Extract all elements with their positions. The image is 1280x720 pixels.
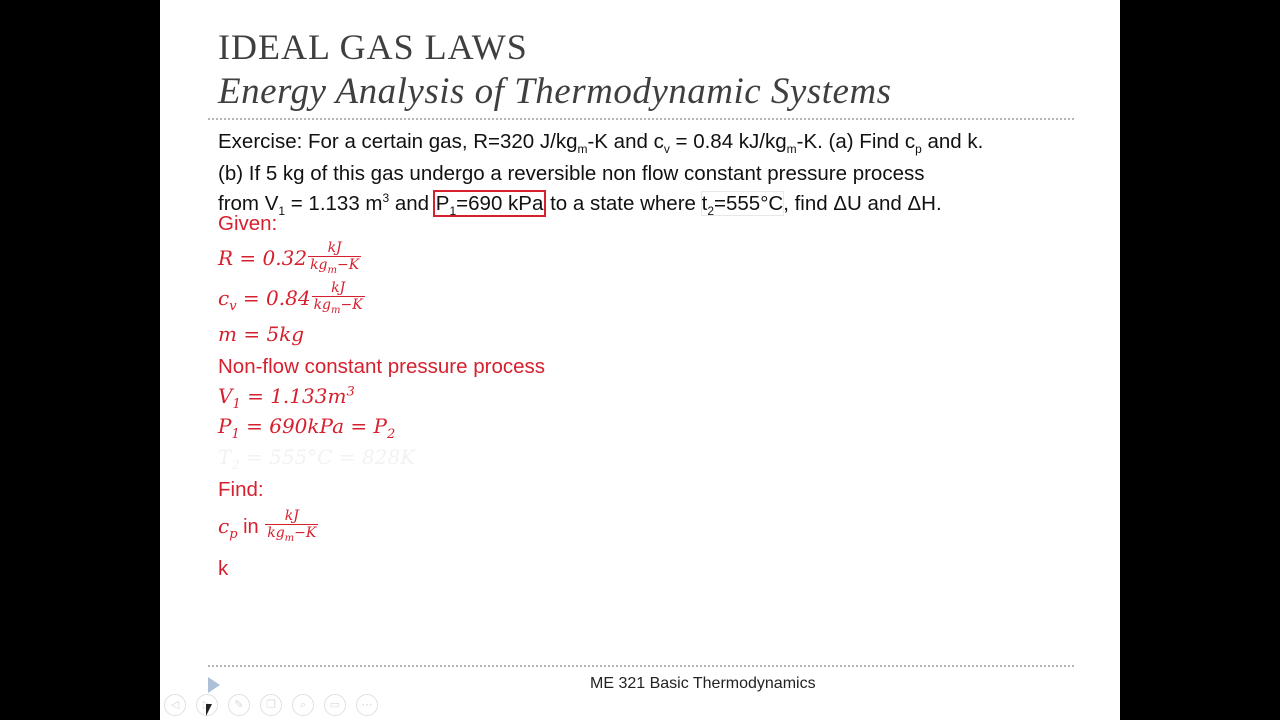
zoom-icon[interactable]: ⌕ <box>292 694 314 716</box>
subscript: 1 <box>278 204 286 219</box>
equation-text: V <box>218 384 233 408</box>
equation-text: in <box>237 515 265 538</box>
equation-text: = 690kPa = P <box>239 414 387 438</box>
subscript: 2 <box>231 458 240 473</box>
screen-icon[interactable]: ▭ <box>324 694 346 716</box>
subscript: 1 <box>232 397 241 412</box>
equation-text: −K <box>294 525 317 541</box>
slide-subtitle: Energy Analysis of Thermodynamic Systems <box>218 71 892 112</box>
exercise-text: = 1.133 m <box>285 191 383 215</box>
equation-text: kg <box>310 257 328 273</box>
equation-text: −K <box>340 297 363 313</box>
equation-text: c <box>218 285 230 310</box>
fraction-numerator: kJ <box>284 508 299 524</box>
fraction-denominator <box>308 256 361 279</box>
process-label: Non-flow constant pressure process <box>218 355 546 378</box>
highlight-box-p1 <box>435 191 545 219</box>
pen-icon[interactable]: ✎ <box>228 694 250 716</box>
equation-text: −K <box>337 257 360 273</box>
slide-marker-triangle-icon <box>208 677 220 693</box>
given-t2-equation <box>218 445 415 473</box>
more-icon[interactable]: ⋯ <box>356 694 378 716</box>
fraction <box>265 508 318 547</box>
equation-text: R = 0.32 <box>218 245 308 270</box>
mouse-cursor-icon <box>206 704 212 716</box>
equation-text: kg <box>313 297 332 313</box>
exercise-text: =690 kPa <box>456 191 544 215</box>
equation-text: = 1.133m <box>240 384 347 408</box>
given-v1-equation <box>218 384 355 412</box>
equation-text: c <box>218 513 230 538</box>
subscript: m <box>284 532 295 544</box>
given-r-equation <box>218 240 361 279</box>
slideshow-toolbar <box>164 694 378 716</box>
subscript: m <box>331 304 341 316</box>
subscript: 2 <box>386 427 396 442</box>
footer-divider <box>208 665 1074 667</box>
subscript: v <box>663 142 670 157</box>
equation-text: T <box>218 445 232 469</box>
exercise-text: =555°C <box>714 191 784 215</box>
fraction-denominator <box>312 296 365 319</box>
fraction <box>308 240 361 279</box>
superscript: 3 <box>346 384 355 400</box>
equation-text: kg <box>267 525 285 541</box>
subscript: 2 <box>707 204 715 219</box>
fraction-denominator <box>265 524 318 547</box>
equation-text: = 0.84 <box>236 285 311 310</box>
exercise-statement <box>218 130 1078 224</box>
exercise-text: from V <box>218 191 279 215</box>
exercise-text: P <box>435 191 450 215</box>
equation-text: = 555°C = 828K <box>239 445 416 469</box>
exercise-text: to a state where <box>544 191 702 215</box>
given-label: Given: <box>218 212 278 235</box>
given-cv-equation <box>218 280 365 319</box>
header-divider <box>208 118 1074 120</box>
superscript: 3 <box>382 191 390 206</box>
fraction-numerator: kJ <box>327 240 342 256</box>
slide <box>160 0 1120 720</box>
equation-text: P <box>218 414 232 438</box>
fraction-numerator: kJ <box>331 280 346 296</box>
find-cp-item <box>218 508 318 547</box>
subscript: m <box>786 142 797 157</box>
highlight-box-t2 <box>701 191 784 219</box>
exercise-line-2: (b) If 5 kg of this gas undergo a reversible non flow constant pressure process <box>218 161 925 185</box>
exercise-text: = 0.84 kJ/kg <box>669 130 787 153</box>
subscript: p <box>915 142 922 157</box>
exercise-line-1 <box>218 130 1078 162</box>
subscript: p <box>229 526 238 542</box>
exercise-text: -K and c <box>587 130 664 153</box>
find-k-item: k <box>218 557 229 580</box>
footer-course-title: ME 321 Basic Thermodynamics <box>590 675 816 692</box>
exercise-text: and k. <box>921 130 984 153</box>
slides-icon[interactable]: ❐ <box>260 694 282 716</box>
exercise-text: and <box>389 191 435 215</box>
back-arrow-icon[interactable]: ◁ <box>164 694 186 716</box>
given-p1-equation <box>218 414 395 442</box>
subscript: m <box>577 142 588 157</box>
given-mass-equation: m = 5kg <box>218 322 305 346</box>
exercise-text: , find ΔU and ΔH. <box>783 191 942 215</box>
exercise-line-3 <box>218 186 1078 223</box>
subscript: v <box>229 298 237 314</box>
exercise-text: t <box>701 191 708 215</box>
fraction <box>312 280 365 319</box>
subscript: 1 <box>449 204 457 219</box>
slide-title: IDEAL GAS LAWS <box>218 27 528 67</box>
find-label: Find: <box>218 478 264 501</box>
subscript: m <box>327 264 337 276</box>
exercise-text: -K. (a) Find c <box>796 130 916 153</box>
exercise-text: Exercise: For a certain gas, R=320 J/kg <box>218 130 578 153</box>
forward-arrow-icon[interactable]: ▷ <box>196 694 218 716</box>
subscript: 1 <box>231 427 240 442</box>
